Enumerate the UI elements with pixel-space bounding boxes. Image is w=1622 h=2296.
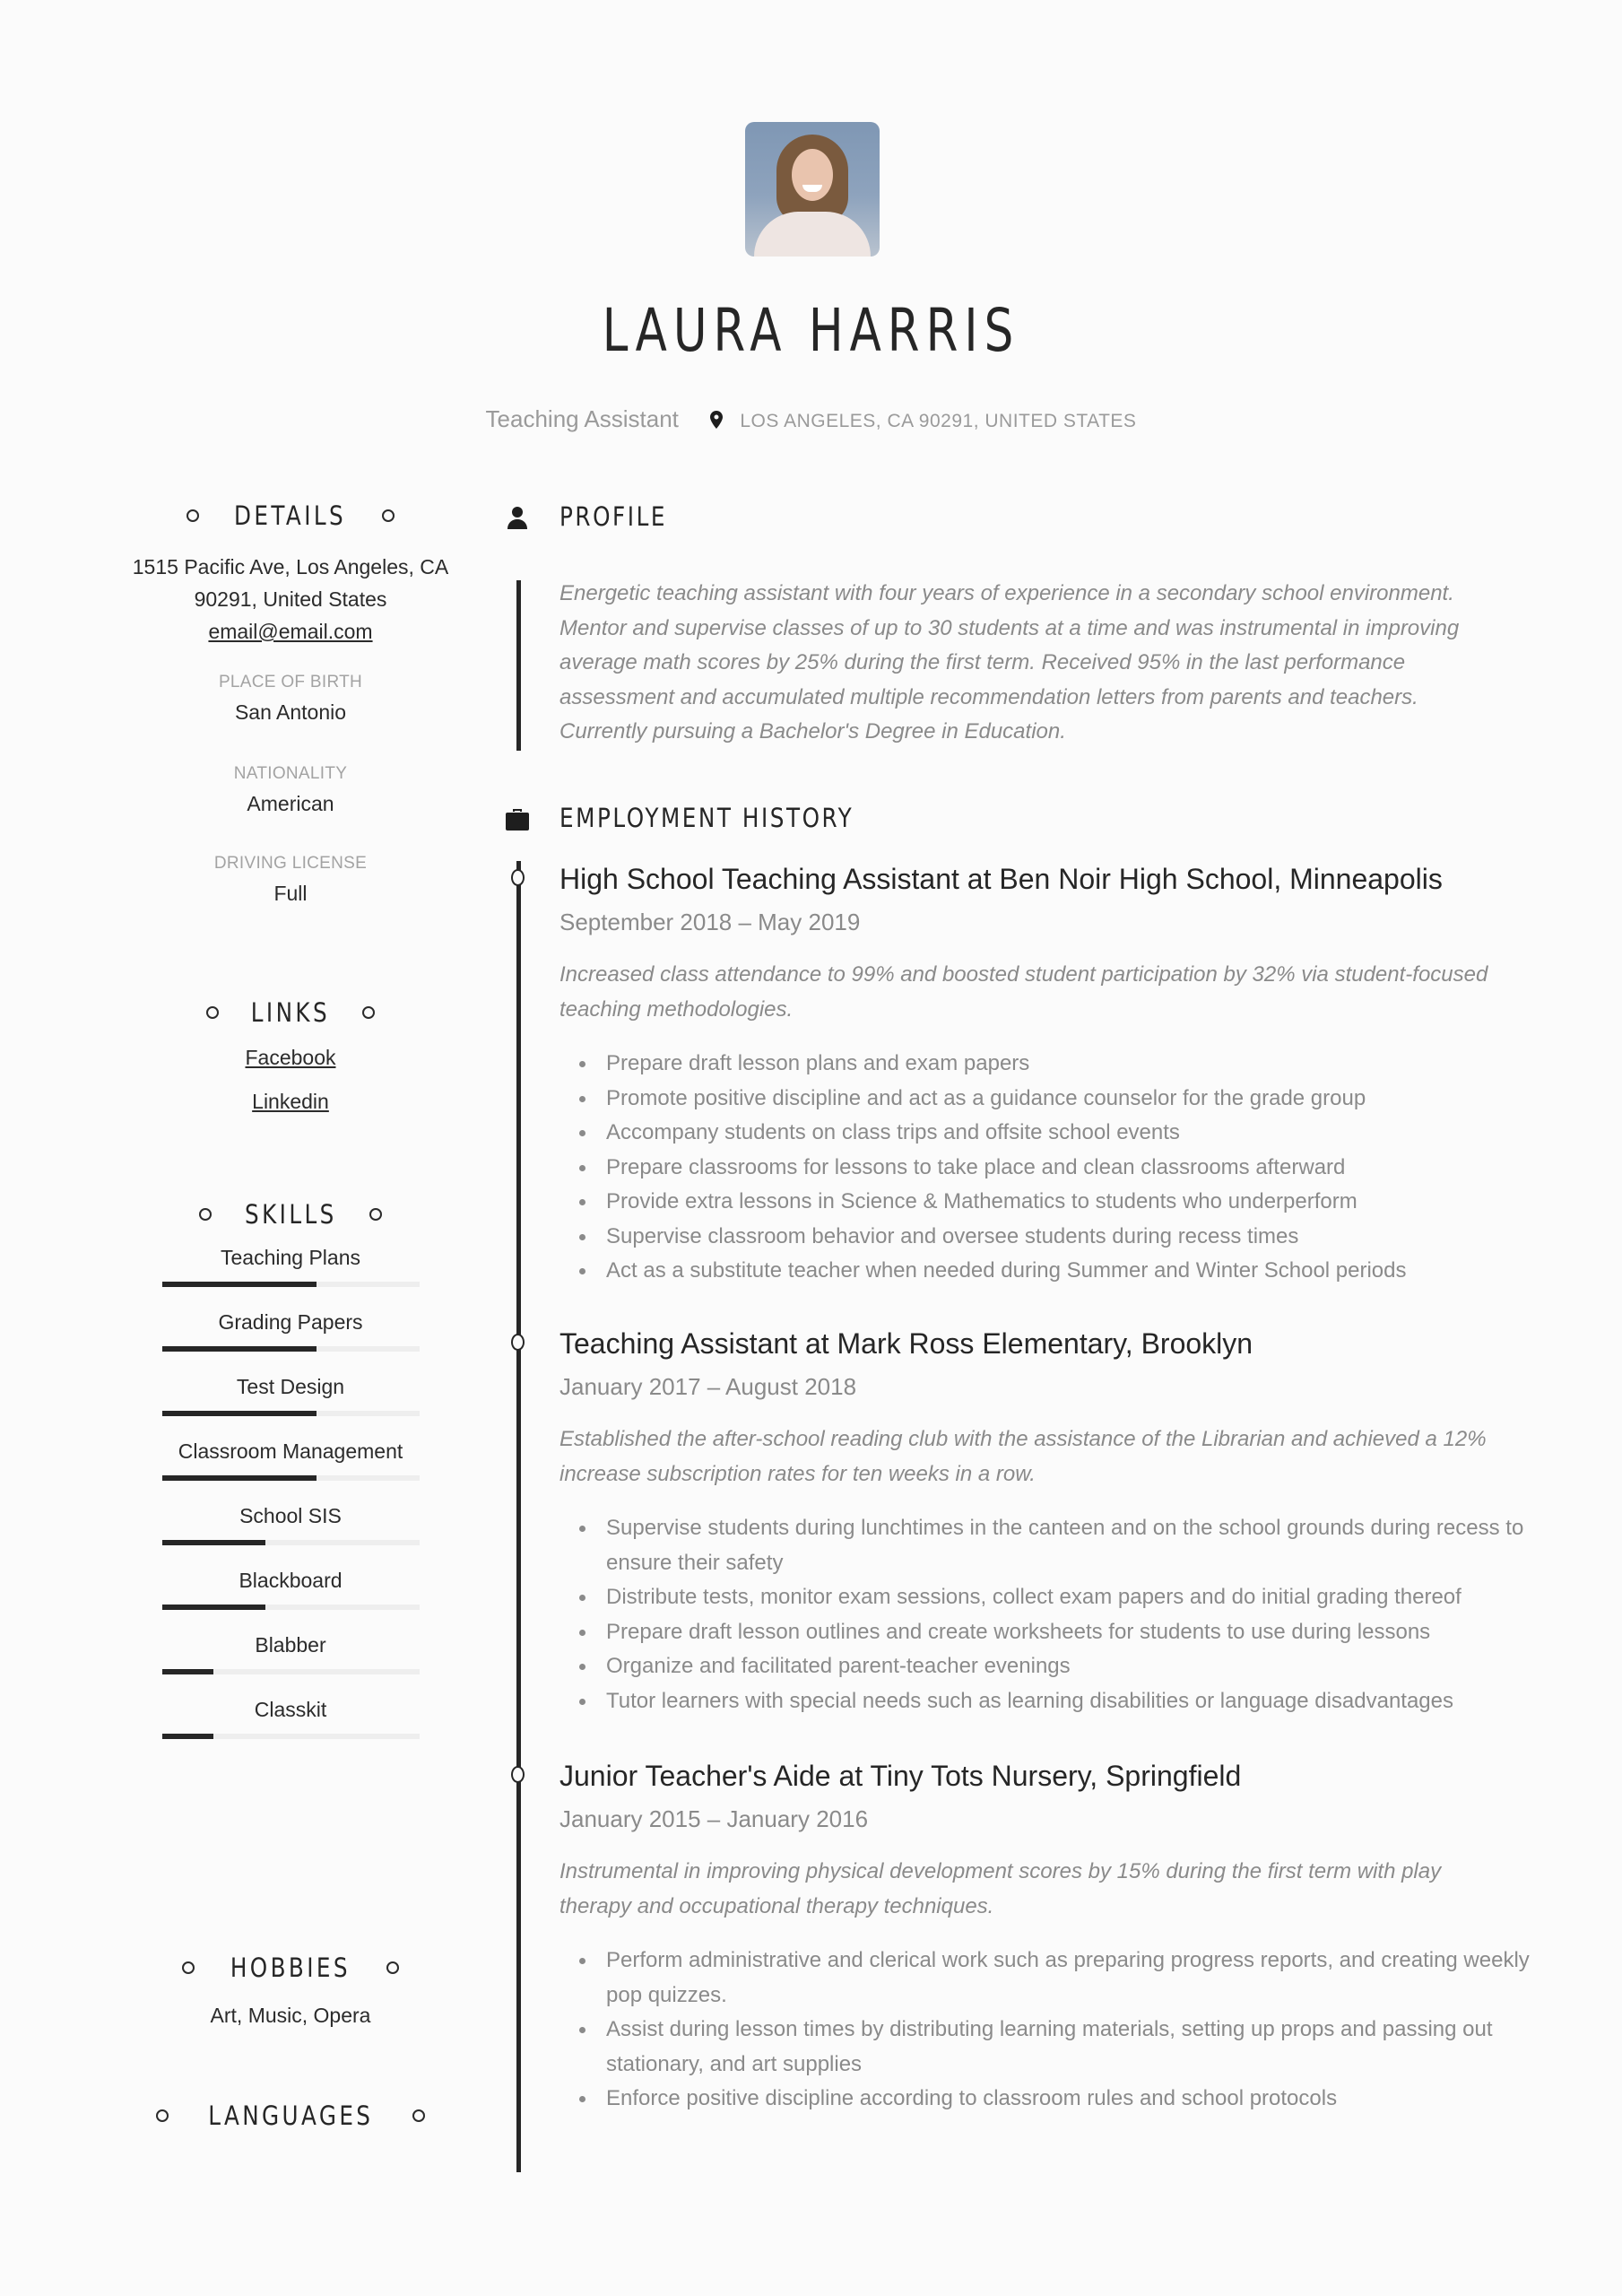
job-summary: Increased class attendance to 99% and boosted student participation by 32% via student-focused teaching methodologies. bbox=[559, 962, 1488, 1022]
briefcase-icon bbox=[503, 806, 532, 833]
ring-icon bbox=[362, 1006, 375, 1019]
skill-item bbox=[126, 1371, 455, 1416]
skill-level-fill bbox=[162, 1346, 317, 1352]
facebook-link[interactable]: Facebook bbox=[245, 1046, 336, 1069]
profile-heading: PROFILE bbox=[559, 501, 668, 532]
job-dates: January 2015 – January 2016 bbox=[559, 1805, 869, 1832]
ring-icon bbox=[186, 509, 199, 522]
skill-level-bar bbox=[162, 1475, 420, 1481]
address-line-1: 1515 Pacific Ave, Los Angeles, CA bbox=[132, 555, 449, 578]
location: LOS ANGELES, CA 90291, UNITED STATES bbox=[740, 411, 1137, 431]
languages-heading: LANGUAGES bbox=[126, 2100, 455, 2131]
profile-summary: Energetic teaching assistant with four years of experience in a secondary school environment. Mentor and supervise classes of up to 30 students at a time and was instrumental in improving average math scores by 25% during the first term. Received 95% in the last performance assessment and accumulated multiple recommendation letters from parents and teachers. Currently pursuing a Bachelor's Degree in Education. bbox=[559, 581, 1460, 744]
job-bullet: Tutor learners with special needs such as learning disabilities or language disadvantages bbox=[606, 1684, 1539, 1719]
links-heading: LINKS bbox=[126, 997, 455, 1028]
skill-level-bar bbox=[162, 1411, 420, 1416]
ring-icon bbox=[386, 1961, 399, 1974]
job-summary: Instrumental in improving physical development scores by 15% during the first term with play therapy and occupational therapy techniques. bbox=[559, 1859, 1442, 1918]
job-bullet: Prepare draft lesson plans and exam papers bbox=[606, 1047, 1539, 1082]
languages-section bbox=[126, 2100, 455, 2131]
job-entry bbox=[559, 1758, 1539, 2117]
skill-item bbox=[126, 1307, 455, 1352]
skill-level-bar bbox=[162, 1734, 420, 1739]
skills-section bbox=[126, 1199, 455, 1739]
email-link[interactable]: email@email.com bbox=[208, 620, 373, 643]
job-bullets bbox=[559, 1944, 1539, 2117]
skill-level-bar bbox=[162, 1346, 420, 1352]
ring-icon bbox=[182, 1961, 195, 1974]
skill-label: Grading Papers bbox=[218, 1310, 363, 1334]
job-summary: Established the after-school reading club with the assistance of the Librarian and achieved a 12% increase subscription rates for ten weeks in a row. bbox=[559, 1427, 1487, 1486]
nationality: American bbox=[247, 792, 334, 815]
skill-label: Blackboard bbox=[239, 1569, 343, 1592]
place-of-birth-label: PLACE OF BIRTH bbox=[218, 673, 363, 691]
skill-level-fill bbox=[162, 1605, 265, 1610]
job-role: Teaching Assistant bbox=[485, 405, 679, 432]
skill-level-fill bbox=[162, 1475, 317, 1481]
profile-accent-line bbox=[516, 580, 521, 751]
job-dates: January 2017 – August 2018 bbox=[559, 1373, 857, 1400]
job-dates: September 2018 – May 2019 bbox=[559, 909, 861, 935]
place-of-birth: San Antonio bbox=[234, 700, 347, 724]
skill-level-bar bbox=[162, 1282, 420, 1287]
candidate-name: LAURA HARRIS bbox=[602, 296, 1020, 365]
job-entry bbox=[559, 1326, 1539, 1718]
person-icon bbox=[503, 505, 532, 532]
ring-icon bbox=[382, 509, 395, 522]
skill-label: Classroom Management bbox=[178, 1439, 403, 1463]
map-pin-icon bbox=[710, 411, 723, 429]
timeline-node bbox=[511, 1334, 525, 1351]
job-bullet: Prepare draft lesson outlines and create worksheets for students to use during lessons bbox=[606, 1615, 1539, 1650]
job-bullet: Act as a substitute teacher when needed during Summer and Winter School periods bbox=[606, 1254, 1539, 1289]
job-bullet: Organize and facilitated parent-teacher evenings bbox=[606, 1649, 1539, 1684]
skill-level-fill bbox=[162, 1540, 265, 1545]
skill-label: School SIS bbox=[239, 1504, 342, 1527]
job-bullet: Enforce positive discipline according to classroom rules and school protocols bbox=[606, 2082, 1539, 2117]
job-bullet: Prepare classrooms for lessons to take place and clean classrooms afterward bbox=[606, 1151, 1539, 1186]
linkedin-link[interactable]: Linkedin bbox=[252, 1090, 329, 1113]
skill-level-fill bbox=[162, 1669, 213, 1674]
skill-item bbox=[126, 1242, 455, 1287]
skill-level-fill bbox=[162, 1734, 213, 1739]
job-bullet: Provide extra lessons in Science & Mathematics to students who underperform bbox=[606, 1185, 1539, 1220]
employment-timeline bbox=[516, 861, 521, 2172]
job-bullet: Accompany students on class trips and offsite school events bbox=[606, 1116, 1539, 1151]
details-heading: DETAILS bbox=[126, 500, 455, 531]
ring-icon bbox=[156, 2109, 169, 2122]
ring-icon bbox=[199, 1208, 212, 1221]
skill-item bbox=[126, 1500, 455, 1545]
employment-heading: EMPLOYMENT HISTORY bbox=[559, 803, 854, 833]
hobbies-section bbox=[126, 1952, 455, 2031]
skill-label: Teaching Plans bbox=[221, 1246, 360, 1269]
job-bullet: Perform administrative and clerical work such as preparing progress reports, and creating weekly pop quizzes. bbox=[606, 1944, 1539, 2013]
address-line-2: 90291, United States bbox=[194, 587, 387, 611]
skill-level-fill bbox=[162, 1282, 317, 1287]
skill-level-fill bbox=[162, 1411, 317, 1416]
job-title: Teaching Assistant at Mark Ross Elementary, Brooklyn bbox=[559, 1327, 1253, 1360]
skill-item bbox=[126, 1694, 455, 1739]
skill-label: Classkit bbox=[254, 1698, 327, 1721]
driving-license-label: DRIVING LICENSE bbox=[213, 854, 368, 873]
ring-icon bbox=[369, 1208, 382, 1221]
job-title: High School Teaching Assistant at Ben Noir High School, Minneapolis bbox=[559, 863, 1443, 895]
skill-item bbox=[126, 1630, 455, 1674]
timeline-node bbox=[511, 1766, 525, 1783]
ring-icon bbox=[412, 2109, 425, 2122]
job-bullet: Supervise students during lunchtimes in the canteen and on the school grounds during recess to ensure their safety bbox=[606, 1511, 1539, 1580]
job-bullet: Promote positive discipline and act as a guidance counselor for the grade group bbox=[606, 1082, 1539, 1117]
skill-level-bar bbox=[162, 1605, 420, 1610]
job-bullet: Distribute tests, monitor exam sessions, collect exam papers and do initial grading thereof bbox=[606, 1580, 1539, 1615]
hobbies-text: Art, Music, Opera bbox=[210, 2004, 371, 2027]
skill-level-bar bbox=[162, 1540, 420, 1545]
skills-heading: SKILLS bbox=[126, 1199, 455, 1230]
job-bullets bbox=[559, 1047, 1539, 1289]
job-title: Junior Teacher's Aide at Tiny Tots Nursery, Springfield bbox=[559, 1760, 1242, 1792]
skill-label: Test Design bbox=[236, 1375, 345, 1398]
header-subline bbox=[0, 405, 1622, 433]
profile-photo bbox=[745, 122, 880, 257]
details-section bbox=[126, 500, 455, 909]
driving-license: Full bbox=[273, 882, 308, 905]
job-bullet: Supervise classroom behavior and oversee students during recess times bbox=[606, 1220, 1539, 1255]
hobbies-heading: HOBBIES bbox=[126, 1952, 455, 1983]
skill-item bbox=[126, 1565, 455, 1610]
job-bullet: Assist during lesson times by distributing learning materials, setting up props and passing out stationary, and art supplies bbox=[606, 2013, 1539, 2082]
skill-label: Blabber bbox=[255, 1633, 326, 1657]
skill-item bbox=[126, 1436, 455, 1481]
nationality-label: NATIONALITY bbox=[233, 764, 348, 783]
skill-level-bar bbox=[162, 1669, 420, 1674]
timeline-node bbox=[511, 869, 525, 886]
job-bullets bbox=[559, 1511, 1539, 1718]
links-section bbox=[126, 997, 455, 1114]
ring-icon bbox=[206, 1006, 219, 1019]
job-entry bbox=[559, 861, 1539, 1289]
